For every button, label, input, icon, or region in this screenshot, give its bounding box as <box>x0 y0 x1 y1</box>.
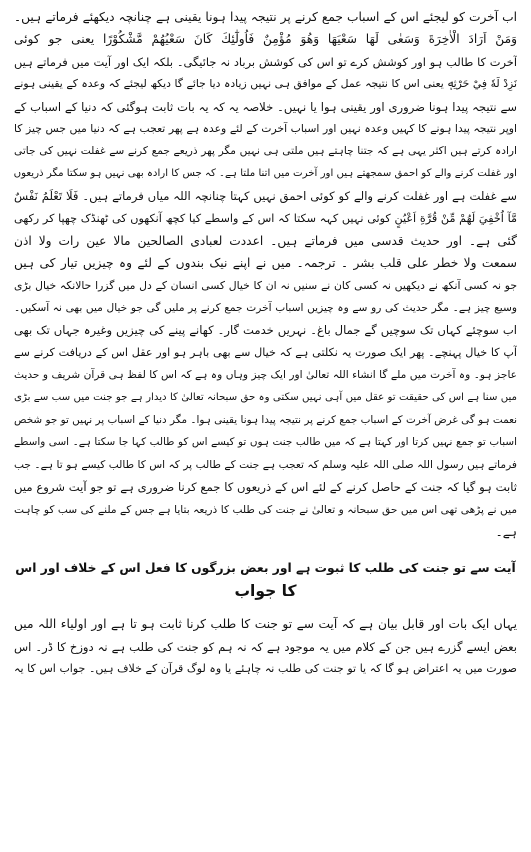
text-line: اب آخرت کو لیجئے اس کے اسباب جمع کرنے پر نتیجہ پیدا ہونا یقینی ہے چنانچہ دیکھئے فرماتے ہیں۔ <box>14 10 517 24</box>
text-line: آپ کا خیال پہنچے۔ پھر ایک صورت یہ نکلتی ہے کہ خیال سے بھی باہر ہو اور عقل اس کے دریافت کرنے سے <box>14 345 517 359</box>
quran-verse-line: مَّآ اُخْفِيَ لَهُمْ مِّنْ قُرَّةِ اَعْيُنٍ کوئی نہیں کہہ سکتا کہ اس کے واسطے کیا کچھ آنکھوں کی ٹھنڈک چھپا کر رکھی <box>14 211 517 225</box>
passage-main <box>14 6 517 543</box>
text-line: اب سوچئے کہاں تک سوچیں گے جمال باغ۔ نہریں خدمت گار۔ کھانے پینے کی چیزیں وغیرہ جہاں تک بھی <box>14 323 517 338</box>
text-line: سے نتیجہ پیدا ہونا ضروری اور یقینی ہوا یا نہیں۔ خلاصہ یہ کہ یہ بات ثابت ہوگئی کہ دنیا کے اسباب کے <box>14 99 517 114</box>
quran-verse-line: وَمَنْ اَرَادَ الْاٰخِرَةَ وَسَعٰى لَهَا سَعْيَهَا وَهُوَ مُؤْمِنٌ فَاُولٰٓئِكَ كَانَ سَعْيُهُمْ مَّشْكُوْرًا یعنی جو کوئی <box>14 32 517 47</box>
text-line: نعمت ہو گی غرض آخرت کے اسباب جمع کرنے پر نتیجہ پیدا ہونا یقینی ہوا۔ مگر دنیا کے اسباب پر نہیں تو جو شخص <box>14 414 517 427</box>
text-line: جو نہ کسی آنکھ نے دیکھیں نہ کسی کان نے سنیں نہ ان کا خیال کسی انسان کے دل میں گزرا حالانکہ خیال بڑی <box>14 278 517 292</box>
section-heading-line: آیت سے تو جنت کی طلب کا ثبوت ہے اور بعض بزرگوں کا فعل اس کے خلاف اور اس <box>15 561 516 576</box>
text-line: اسباب تو جمع نہیں کرتا اور کہتا ہے کہ میں طالب جنت ہوں تو کیسے اس کو طالب کہا جا سکتا ہے۔ اسی واسطے <box>14 436 517 449</box>
text-line: بعض ایسے گزرے ہیں جن کے کلام میں یہ موجود ہے کہ نہ ہم کو جنت کی طلب ہے نہ دوزخ کا ڈر۔ اس <box>14 639 517 654</box>
text-line: آخرت کا طالب ہو اور کوشش کرے تو اس کی کوشش برباد نہ جائیگی۔ بلکہ ایک اور آیت میں فرماتے ہیں <box>14 54 517 69</box>
text-line: عاجز ہو۔ وہ آخرت میں ملے گا انشاء اللہ تعالیٰ اور ایک چیز وہاں وہ ہے کہ اس کا لفظ ہی قرآن شریف و حدیث <box>14 369 517 382</box>
text-line: ثابت ہو گیا کہ جنت کے حاصل کرنے کے لئے اس کے ذریعوں کا جمع کرنا ضروری ہے تو جو آیت شروع میں <box>14 480 517 495</box>
text-line: سے غفلت ہے اور غفلت کرنے والے کو کوئی احمق نہیں کہتا چنانچہ اللہ میاں فرماتے ہیں۔ فَلَا تَعْلَمُ نَفْسٌ <box>14 189 517 204</box>
text-line: میں سنا ہے اس کی حقیقت تو عقل میں آہی نہیں سکتی وہ حق سبحانہ تعالیٰ کا دیدار ہے جو جنت میں سب سے بڑی <box>14 391 517 403</box>
quran-verse-line: نَزِدْ لَهٗ فِيْ حَرْثِهٖ یعنی اس کا نتیجہ عمل کے موافق ہی نہیں زیادہ دیا جائے گا دیکھ لیجئے کہ وعدہ کے یقینی ہونے <box>14 77 517 91</box>
section-heading-line: کا جواب <box>234 582 297 601</box>
text-line: ارادہ کرتے ہیں اکثر یہی ہے کہ جتنا چاہتے ہیں ملتی ہی نہیں مگر پھر ذریعے جمع کرنے سے غفلت نہیں کی جاتی <box>14 145 517 158</box>
passage-answer <box>14 613 517 680</box>
text-line: اور غفلت کرنے والے کو احمق سمجھتے ہیں اور آخرت میں اتنا ملتا ہے۔ کہ جس کا ارادہ بھی نہیں ہو سکتا مگر ذریعوں <box>14 167 517 179</box>
text-line: میں نے پڑھی تھی اس میں حق سبحانہ و تعالیٰ نے جنت کی طلب کا ذریعہ بتایا ہے جس کے ملنے کی سب کو چاہت <box>14 503 517 516</box>
text-line: اوپر نتیجہ پیدا ہونے کا کہیں وعدہ نہیں اور اسباب آخرت کے لئے وعدہ ہے پھر تعجب ہے کہ دنیا میں جس چیز کا <box>14 121 517 135</box>
hadith-line: گئی ہے۔ اور حدیث قدسی میں فرماتے ہیں۔ اعددت لعبادی الصالحین مالا عین رات ولا اذن <box>14 233 517 248</box>
hadith-line: سمعت ولا خطر علی قلب بشر ۔ ترجمہ۔ میں نے اپنے نیک بندوں کے لئے وہ چیزیں تیار کی ہیں <box>14 256 517 271</box>
text-line: فرماتے ہیں رسول اللہ صلی اللہ علیہ وسلم کہ تعجب ہے جنت کے طالب پر کہ اس کا طالب کیسے ہو تا ہے۔ جب <box>14 458 517 471</box>
section-heading <box>14 557 517 603</box>
text-line: یہاں ایک بات اور قابل بیان ہے کہ آیت سے تو جنت کا طلب کرنا ثابت ہو تا ہے اور اولیاء اللہ میں <box>14 617 517 632</box>
text-line: صورت میں یہ اعتراض ہو گا کہ یا تو جنت کی طلب نہ چاہئے یا وہ لوگ قرآن کے خلاف ہیں۔ جواب اس کا یہ <box>14 662 517 676</box>
text-line-last: ہے۔ <box>495 524 517 539</box>
text-line: وسیع چیز ہے۔ مگر حدیث کی رو سے وہ چیزیں اسباب آخرت جمع کرنے پر ملیں گی جو خیال میں بھی نہ آسکیں۔ <box>14 302 517 315</box>
